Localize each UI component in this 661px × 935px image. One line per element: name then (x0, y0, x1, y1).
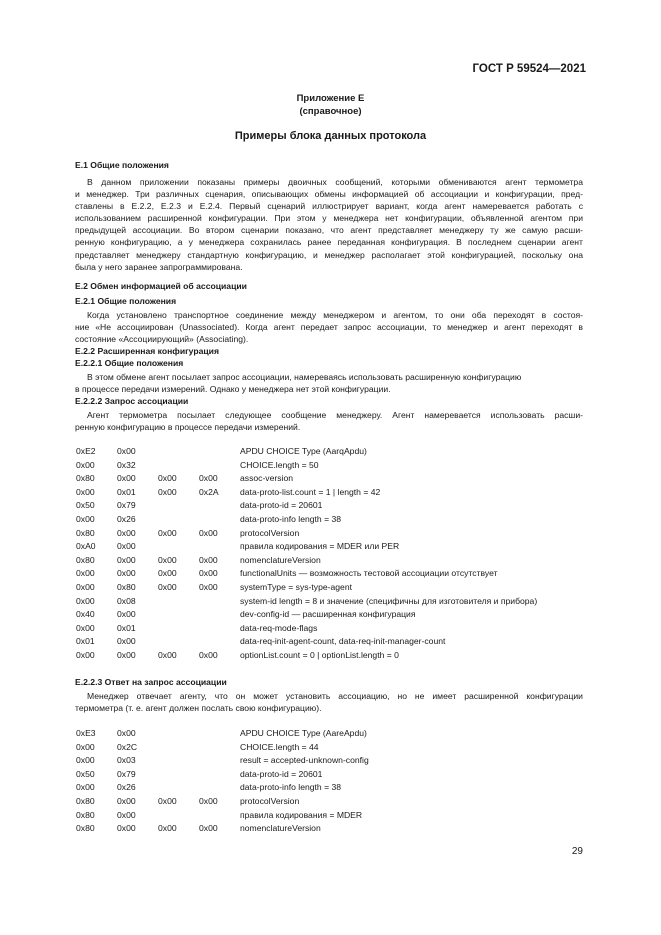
byte-cell: 0x00 (117, 527, 136, 538)
appendix-heading: Примеры блока данных протокола (234, 130, 427, 142)
byte-cell: 0x00 (158, 823, 177, 834)
text-line: термометра (т. е. агент должен послать свою конфигурацию). (75, 703, 322, 714)
section-e221-title: Е.2.2.1 Общие положения (75, 358, 184, 368)
byte-cell: 0x00 (76, 755, 95, 766)
byte-cell: 0x00 (158, 581, 177, 592)
appendix-subtitle: (справочное) (299, 106, 362, 117)
text-line: представляет менеджеру стандартную конфигурацию, и менеджер располагает этой конфигурацией, поскольку она (75, 249, 583, 260)
text-line: ставлены в Е.2.2, Е.2.3 и Е.2.4. Первый сценарий иллюстрирует вариант, когда агент намеревается работать с (75, 201, 583, 212)
text-line: Когда установлено транспортное соединение между менеджером и агентом, то они оба переходят в состоя- (87, 310, 583, 320)
byte-cell: 0x00 (76, 622, 95, 633)
byte-cell: 0x01 (117, 622, 136, 633)
byte-cell: 0xA0 (76, 541, 96, 552)
text-line: предыдущей ассоциации. Во втором сценарии показано, что агент представляет менеджеру ту же самую расши- (75, 225, 583, 236)
byte-cell: 0x26 (117, 782, 136, 793)
description-cell: CHOICE.length = 50 (240, 459, 319, 470)
byte-cell: 0x00 (117, 823, 136, 834)
byte-cell: 0x00 (199, 554, 218, 565)
byte-cell: 0x00 (76, 459, 95, 470)
text-line: ние «Не ассоциирован (Unassociated). Когда агент передает запрос ассоциации, то менеджер и агент переходят в (75, 322, 583, 333)
section-e221-text (75, 371, 583, 395)
byte-cell: 0x79 (117, 768, 136, 779)
byte-cell: 0x03 (117, 755, 136, 766)
text-line: в процессе передачи измерений. Однако у менеджера нет этой конфигурации. (75, 384, 391, 395)
description-cell: optionList.count = 0 | optionList.length = 0 (240, 649, 399, 660)
byte-cell: 0x00 (199, 649, 218, 660)
byte-cell: 0x79 (117, 500, 136, 511)
description-cell: nomenclatureVersion (240, 554, 321, 565)
text-line: Агент термометра посылает следующее сообщение менеджеру. Агент намеревается использовать расши- (87, 410, 583, 420)
byte-cell: 0x80 (76, 809, 95, 820)
section-e22-title: Е.2.2 Расширенная конфигурация (75, 346, 219, 356)
byte-cell: 0x50 (76, 500, 95, 511)
byte-cell: 0x00 (199, 527, 218, 538)
byte-cell: 0x00 (76, 486, 95, 497)
byte-cell: 0x00 (158, 473, 177, 484)
byte-cell: 0x00 (76, 595, 95, 606)
description-cell: data-proto-list.count = 1 | length = 42 (240, 486, 381, 497)
byte-cell: 0x00 (117, 446, 136, 456)
description-cell: data-req-mode-flags (240, 622, 318, 633)
byte-cell: 0x40 (76, 609, 95, 620)
byte-cell: 0x00 (117, 568, 136, 579)
byte-cell: 0x00 (76, 741, 95, 752)
byte-cell: 0x80 (76, 473, 95, 484)
standard-number: ГОСТ Р 59524—2021 (472, 63, 586, 75)
byte-cell: 0x00 (76, 581, 95, 592)
section-e1-text (75, 176, 583, 273)
byte-cell: 0x00 (117, 795, 136, 806)
byte-cell: 0x00 (158, 649, 177, 660)
byte-cell: 0x00 (117, 809, 136, 820)
byte-cell: 0x00 (158, 527, 177, 538)
byte-cell: 0x80 (76, 527, 95, 538)
byte-cell: 0x00 (158, 568, 177, 579)
text-line: Менеджер отвечает агенту, что он может установить ассоциацию, но не имеет расширенной конфигурации (87, 691, 583, 701)
byte-cell: 0x80 (76, 554, 95, 565)
byte-cell: 0x01 (117, 486, 136, 497)
byte-cell: 0x00 (117, 649, 136, 660)
text-line: В этом обмене агент посылает запрос ассоциации, намереваясь использовать расширенную конфигурацию (87, 372, 522, 382)
byte-cell: 0x00 (117, 609, 136, 620)
section-e2-title: Е.2 Обмен информацией об ассоциации (75, 281, 247, 291)
byte-cell: 0x80 (76, 795, 95, 806)
byte-cell: 0x50 (76, 768, 95, 779)
byte-cell: 0x00 (158, 554, 177, 565)
byte-cell: 0x00 (199, 795, 218, 806)
description-cell: data-proto-info length = 38 (240, 513, 342, 524)
byte-cell: 0x00 (76, 649, 95, 660)
description-cell: APDU CHOICE Type (AarqApdu) (240, 446, 367, 456)
byte-cell: 0x00 (117, 636, 136, 647)
section-e21-title: Е.2.1 Общие положения (75, 296, 177, 306)
description-cell: правила кодирования = MDER (240, 809, 363, 820)
byte-cell: 0x00 (117, 728, 136, 738)
byte-cell: 0x00 (199, 823, 218, 834)
description-cell: protocolVersion (240, 795, 300, 806)
section-e21-text (75, 309, 583, 345)
description-cell: result = accepted-unknown-config (240, 755, 369, 766)
text-line: и менеджер. Три различных сценария, описывающих обмены информацией об ассоциации и конфигурации, пред- (75, 189, 583, 200)
byte-cell: 0x80 (76, 823, 95, 834)
description-cell: правила кодирования = MDER или PER (240, 541, 400, 552)
byte-cell: 0x00 (158, 795, 177, 806)
description-cell: dev-config-id — расширенная конфигурация (240, 609, 416, 620)
description-cell: data-proto-info length = 38 (240, 782, 342, 793)
byte-cell: 0x01 (76, 636, 95, 647)
description-cell: systemType = sys-type-agent (240, 581, 353, 592)
section-e222-title: Е.2.2.2 Запрос ассоциации (75, 396, 189, 406)
text-line: В данном приложении показаны примеры двоичных сообщений, которыми обмениваются агент термометра (87, 177, 583, 187)
byte-cell: 0x2C (117, 741, 138, 752)
byte-cell: 0x08 (117, 595, 136, 606)
byte-cell: 0x00 (199, 581, 218, 592)
section-e223-text (75, 690, 583, 714)
text-line: ренную конфигурацию в процессе передачи измерений. (75, 422, 301, 433)
byte-cell: 0xE2 (76, 446, 96, 456)
byte-cell: 0x00 (117, 473, 136, 484)
description-cell: nomenclatureVersion (240, 823, 321, 834)
byte-cell: 0x26 (117, 513, 136, 524)
description-cell: data-req-init-agent-count, data-req-init-manager-count (240, 636, 446, 647)
byte-cell: 0x00 (76, 782, 95, 793)
byte-cell: 0xE3 (76, 728, 96, 738)
byte-cell: 0x80 (117, 581, 136, 592)
description-cell: APDU CHOICE Type (AareApdu) (240, 728, 367, 738)
byte-cell: 0x00 (117, 541, 136, 552)
description-cell: data-proto-id = 20601 (240, 500, 323, 511)
text-line: состояние «Ассоциирующий» (Associating). (75, 334, 249, 345)
text-line: ренную конфигурацию, а у менеджера сохранилась ранее переданная конфигурация. В последнем сценарии агент (75, 237, 583, 248)
appendix-title: Приложение Е (296, 93, 365, 104)
description-cell: data-proto-id = 20601 (240, 768, 323, 779)
section-e222-text (75, 409, 583, 433)
byte-cell: 0x00 (199, 473, 218, 484)
section-e1-title: Е.1 Общие положения (75, 160, 169, 170)
description-cell: assoc-version (240, 473, 294, 484)
description-cell: protocolVersion (240, 527, 300, 538)
description-cell: system-id length = 8 и значение (специфичны для изготовителя и прибора) (240, 595, 538, 606)
byte-cell: 0x2A (199, 486, 219, 497)
byte-cell: 0x00 (117, 554, 136, 565)
byte-cell: 0x32 (117, 459, 136, 470)
description-cell: CHOICE.length = 44 (240, 741, 319, 752)
text-line: использованием расширенной конфигурации. При этом у менеджера нет конфигурации, объявленной агентом при (75, 213, 583, 224)
description-cell: functionalUnits — возможность тестовой ассоциации отсутствует (240, 568, 498, 579)
byte-cell: 0x00 (76, 513, 95, 524)
byte-cell: 0x00 (158, 486, 177, 497)
byte-cell: 0x00 (76, 568, 95, 579)
page-number: 29 (571, 846, 583, 857)
byte-cell: 0x00 (199, 568, 218, 579)
section-e223-title: Е.2.2.3 Ответ на запрос ассоциации (75, 677, 227, 687)
text-line: была у него заранее запрограммирована. (75, 261, 243, 272)
